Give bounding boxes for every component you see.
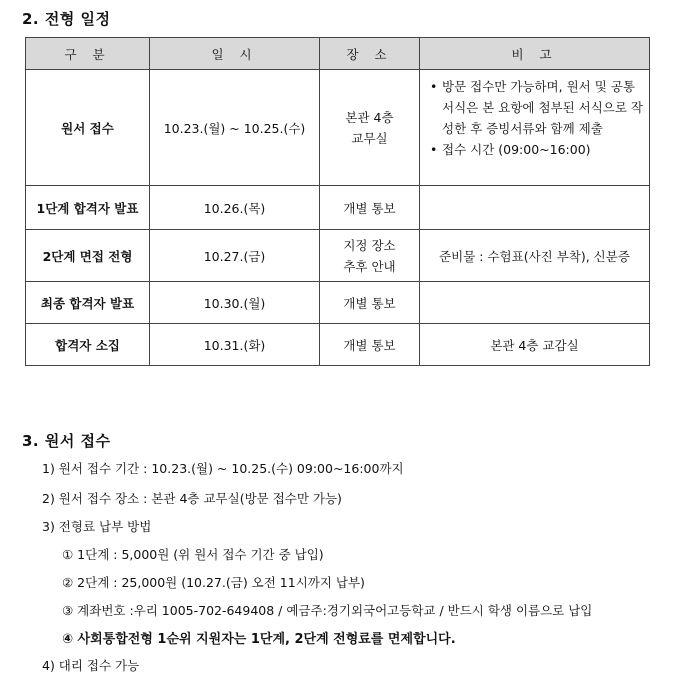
header-category: 구 분 [26, 38, 150, 70]
list-item: 1) 원서 접수 기간 : 10.23.(월) ~ 10.25.(수) 09:00~16:00까지 [42, 461, 404, 476]
place-line: 본관 4층 [345, 109, 394, 125]
header-notes: 비 고 [420, 38, 650, 70]
row-notes [420, 70, 650, 186]
table-row [26, 324, 650, 366]
row-place: 개별 통보 [320, 324, 420, 366]
row-note [420, 186, 650, 230]
row-category: 1단계 합격자 발표 [26, 186, 150, 230]
header-date: 일 시 [150, 38, 320, 70]
list-item: 4) 대리 접수 가능 [42, 658, 140, 673]
schedule-table [25, 37, 650, 366]
table-row [26, 282, 650, 324]
place-line: 지정 장소 [343, 237, 396, 253]
header-place: 장 소 [320, 38, 420, 70]
notes-list [428, 76, 645, 160]
row-date: 10.26.(목) [150, 186, 320, 230]
place-line: 추후 안내 [343, 258, 396, 274]
row-date: 10.31.(화) [150, 324, 320, 366]
row-place [320, 70, 420, 186]
section-3-title: 3. 원서 접수 [22, 432, 111, 450]
row-place: 개별 통보 [320, 186, 420, 230]
row-note: 본관 4층 교감실 [420, 324, 650, 366]
row-category: 원서 접수 [26, 70, 150, 186]
sub-item: ① 1단계 : 5,000원 (위 원서 접수 기간 중 납입) [62, 547, 324, 562]
row-note: 준비물 : 수험표(사진 부착), 신분증 [420, 230, 650, 282]
row-date: 10.30.(월) [150, 282, 320, 324]
row-note [420, 282, 650, 324]
row-category: 합격자 소집 [26, 324, 150, 366]
sub-item-emphasis: ④ 사회통합전형 1순위 지원자는 1단계, 2단계 전형료를 면제합니다. [62, 632, 456, 647]
table-row [26, 230, 650, 282]
place-line: 교무실 [351, 130, 388, 146]
sub-item: ② 2단계 : 25,000원 (10.27.(금) 오전 11시까지 납부) [62, 575, 365, 590]
row-date: 10.27.(금) [150, 230, 320, 282]
table-row [26, 186, 650, 230]
table-header-row [26, 38, 650, 70]
sub-item: ③ 계좌번호 :우리 1005-702-649408 / 예금주:경기외국어고등학교 / 반드시 학생 이름으로 납입 [62, 603, 593, 618]
list-item: 3) 전형료 납부 방법 [42, 519, 152, 534]
row-place [320, 230, 420, 282]
section-2-title: 2. 전형 일정 [22, 10, 111, 28]
row-date: 10.23.(월) ~ 10.25.(수) [150, 70, 320, 186]
row-category: 2단계 면접 전형 [26, 230, 150, 282]
note-item: • 접수 시간 (09:00~16:00) [442, 139, 645, 160]
row-category: 최종 합격자 발표 [26, 282, 150, 324]
note-item: • 방문 접수만 가능하며, 원서 및 공통 서식은 본 요항에 첨부된 서식으로 작성한 후 증빙서류와 함께 제출 [442, 76, 645, 139]
table-row [26, 70, 650, 186]
list-item: 2) 원서 접수 장소 : 본관 4층 교무실(방문 접수만 가능) [42, 491, 342, 506]
row-place: 개별 통보 [320, 282, 420, 324]
